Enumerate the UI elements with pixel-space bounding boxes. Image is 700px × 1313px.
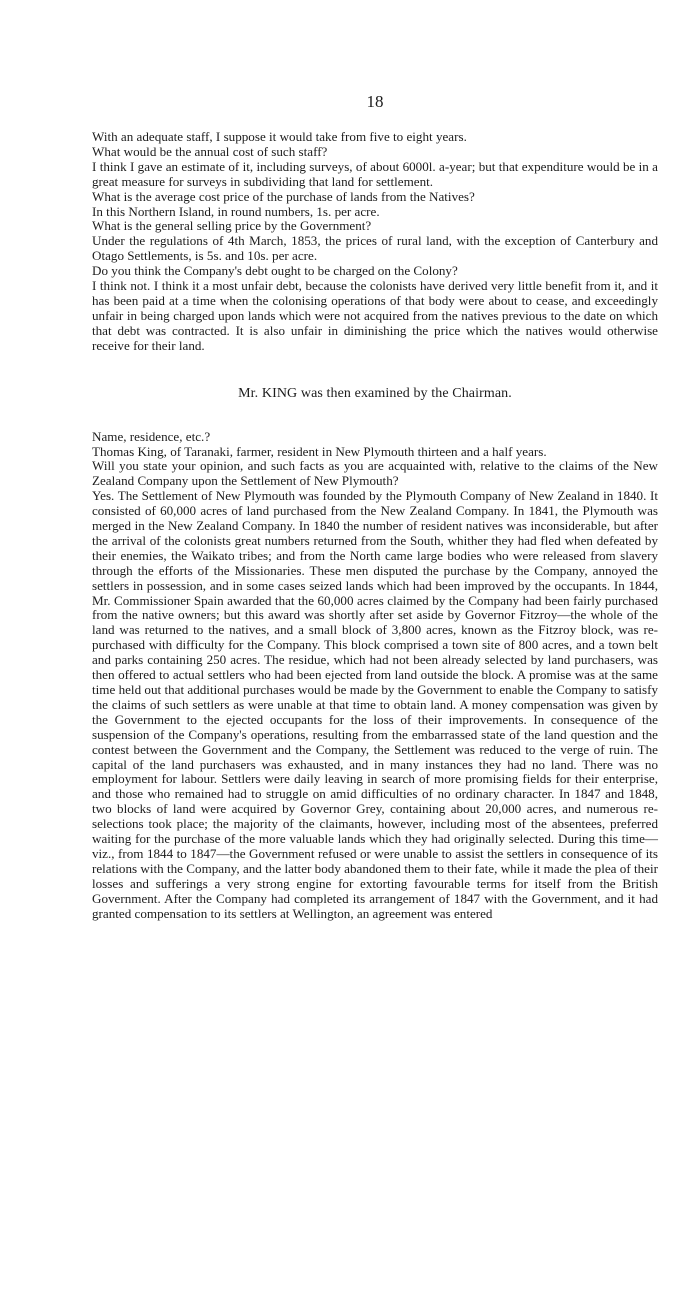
answer: Under the regulations of 4th March, 1853, the prices of rural land, with the exception of Canterbury and Otago Settlements, is 5s. and 10s. per acre. <box>92 233 658 264</box>
section-heading: Mr. KING was then examined by the Chairman. <box>238 385 512 401</box>
question: What is the average cost price of the purchase of lands from the Natives? <box>92 188 475 204</box>
answer: In this Northern Island, in round numbers, 1s. per acre. <box>92 203 380 219</box>
answer: I think not. I think it a most unfair debt, because the colonists have derived very little benefit from it, and it has been paid at a time when the colonising operations of that body were about to cease, and exceedingly unfair in being charged upon lands which were not acquired from the natives previous to the date on which that debt was contracted. It is also unfair in diminishing the price which the natives would otherwise receive for their land. <box>92 278 658 353</box>
section-evidence-continued <box>92 130 658 354</box>
question: Will you state your opinion, and such facts as you are acquainted with, relative to the claims of the New Zealand Company upon the Settlement of New Plymouth? <box>92 458 658 489</box>
document-page <box>92 92 658 922</box>
section-king-examination <box>92 430 658 922</box>
answer: Thomas King, of Taranaki, farmer, resident in New Plymouth thirteen and a half years. <box>92 443 547 459</box>
question: Do you think the Company's debt ought to be charged on the Colony? <box>92 263 458 279</box>
question: What would be the annual cost of such staff? <box>92 143 328 159</box>
paragraph: With an adequate staff, I suppose it would take from five to eight years. <box>92 129 467 144</box>
question: Name, residence, etc.? <box>92 428 211 444</box>
question: What is the general selling price by the Government? <box>92 218 372 234</box>
page-number: 18 <box>366 92 384 111</box>
answer: Yes. The Settlement of New Plymouth was founded by the Plymouth Company of New Zealand in 1840. It consisted of 60,000 acres of land purchased from the New Zealand Company. In 1841, the Plymouth was merged in the New Zealand Company. In 1840 the number of resident natives was inconsiderable, but after the arrival of the colonists great numbers returned from the South, whither they had fled when defeated by their enemies, the Waikato tribes; and from the North came large bodies who were released from slavery through the efforts of the Missionaries. These men disputed the purchase by the Company, annoyed the settlers in possession, and in some cases seized lands which had been improved by the occupants. In 1844, Mr. Commissioner Spain awarded that the 60,000 acres claimed by the Company had been fairly purchased from the native owners; but this award was shortly after set aside by Governor Fitzroy—the whole of the land was returned to the natives, and a small block of 3,800 acres, known as the Fitzroy block, was re-purchased with difficulty for the Company. This block comprised a town site of 800 acres, and a town belt and parks containing 250 acres. The residue, which had not been already selected by land purchasers, was then offered to actual settlers who had been ejected from land outside the block. A promise was at the same time held out that additional purchases would be made by the Government to enable the Company to satisfy the claims of such settlers as were unable at that time to obtain land. A money compensation was given by the Government to the ejected occupants for the loss of their improvements. In consequence of the suspension of the Company's operations, resulting from the embarrassed state of the land question and the contest between the Government and the Company, the Settlement was reduced to the verge of ruin. The capital of the land purchasers was exhausted, and in many instances they had no land. There was no employment for labour. Settlers were daily leaving in search of more promising fields for their enterprise, and those who remained had to struggle on amid difficulties of no ordinary character. In 1847 and 1848, two blocks of land were acquired by Governor Grey, containing about 20,000 acres, and numerous re-selections took place; the majority of the claimants, however, including most of the absentees, preferred waiting for the purchase of the more valuable lands which they had originally selected. During this time—viz., from 1844 to 1847—the Government refused or were unable to assist the settlers in consequence of its relations with the Company, and the latter body abandoned them to their fate, while it made the plea of their losses and sufferings a very strong engine for extorting favourable terms for itself from the British Government. After the Company had completed its arrangement of 1847 with the Government, and it had granted compensation to its settlers at Wellington, an agreement was entered <box>92 488 658 921</box>
answer: I think I gave an estimate of it, including surveys, of about 6000l. a-year; but that expenditure would be in a great measure for surveys in subdividing that land for settlement. <box>92 158 658 189</box>
